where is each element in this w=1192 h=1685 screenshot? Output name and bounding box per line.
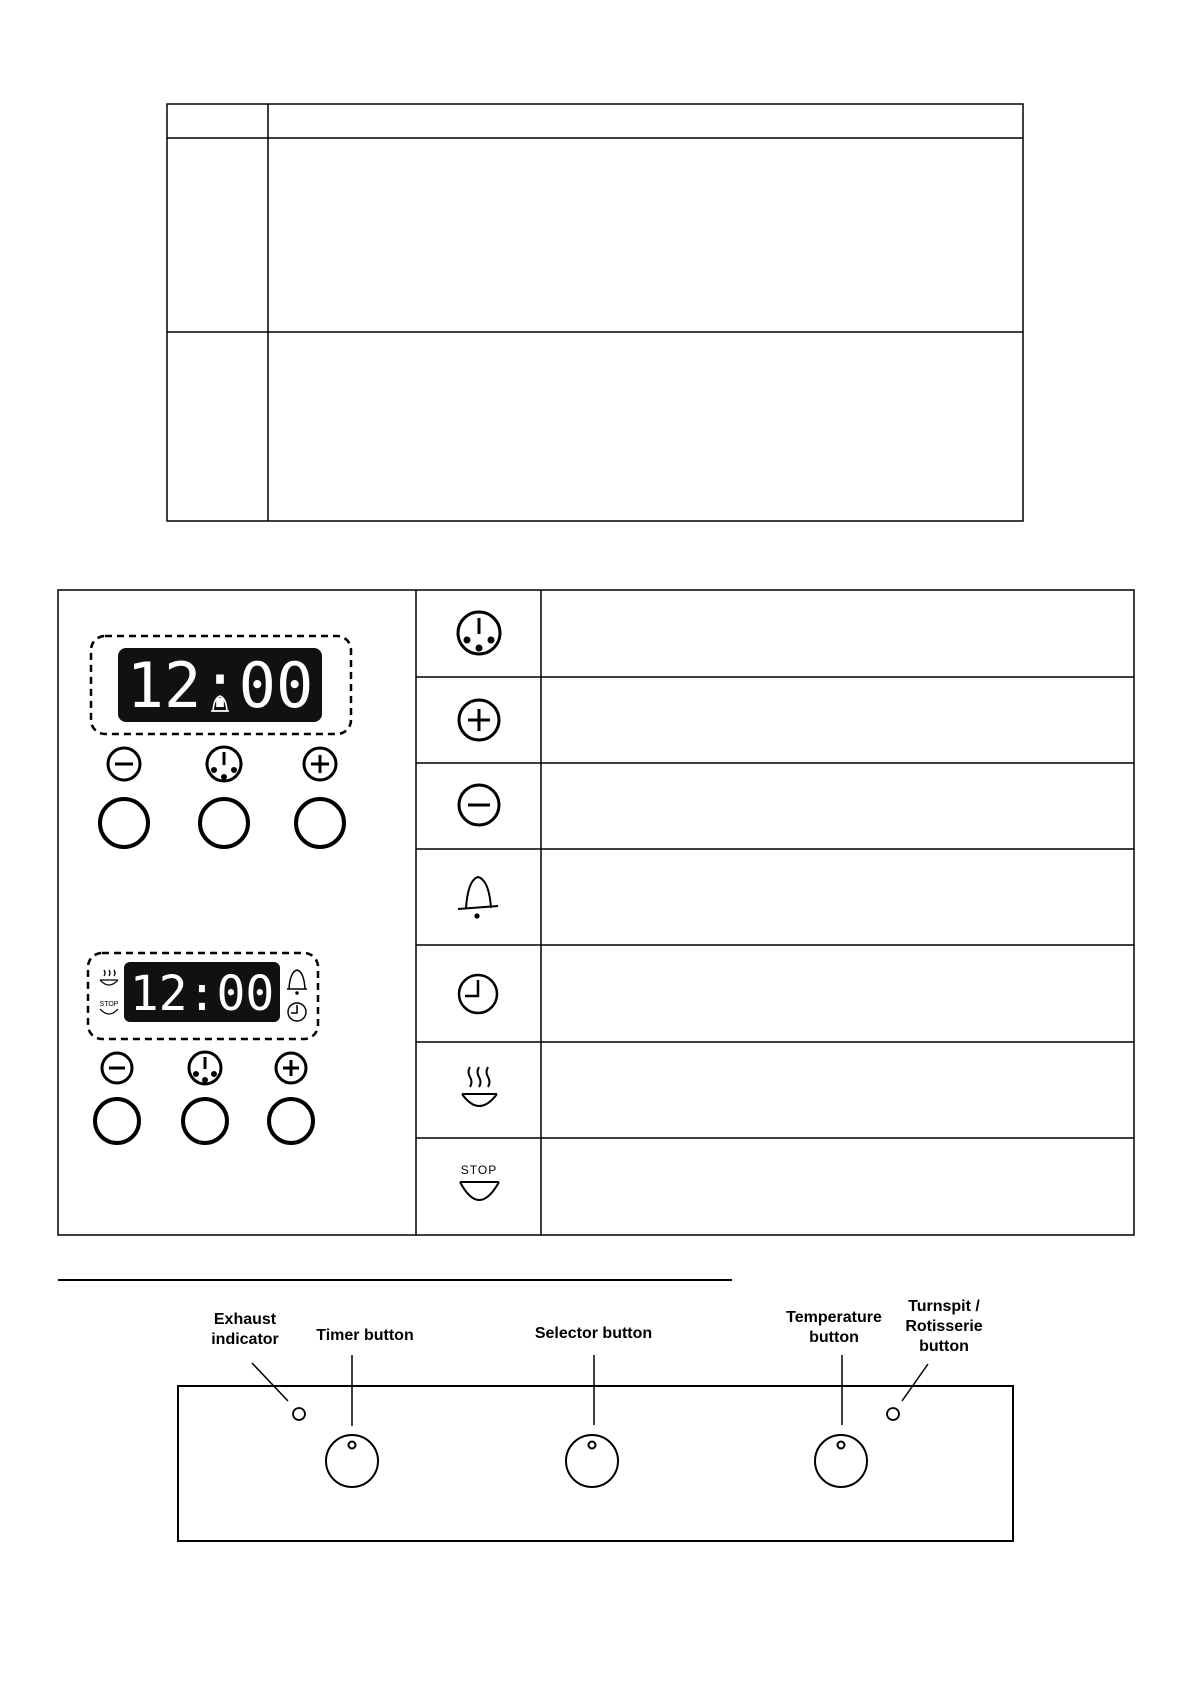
turnspit-label-line2: Rotisserie bbox=[905, 1318, 983, 1335]
section-underline bbox=[58, 1279, 732, 1281]
plus-icon bbox=[304, 748, 336, 780]
bell-small-icon bbox=[287, 970, 307, 994]
top-table bbox=[0, 0, 1192, 540]
exhaust-indicator bbox=[293, 1408, 305, 1420]
display-panel-small bbox=[88, 953, 318, 1039]
temperature-label-line2: button bbox=[809, 1329, 859, 1346]
minus-button[interactable] bbox=[100, 799, 148, 847]
bell-icon bbox=[458, 877, 498, 918]
turnspit-button-label bbox=[894, 1297, 994, 1357]
stop-small-label: STOP bbox=[99, 1001, 119, 1008]
minus-icon bbox=[108, 748, 140, 780]
stop-icon bbox=[460, 1163, 499, 1200]
exhaust-label-line1: Exhaust bbox=[213, 1311, 277, 1328]
dial-button[interactable] bbox=[183, 1099, 227, 1143]
temperature-knob[interactable] bbox=[815, 1435, 867, 1487]
cooking-pot-small-icon bbox=[100, 970, 118, 985]
minus-button[interactable] bbox=[95, 1099, 139, 1143]
temperature-label-line1: Temperature bbox=[786, 1309, 882, 1326]
selector-button-label: Selector button bbox=[534, 1325, 653, 1342]
clock-dial-icon bbox=[207, 747, 241, 781]
plus-button[interactable] bbox=[296, 799, 344, 847]
minus-icon bbox=[459, 785, 499, 825]
turnspit-rotisserie-button[interactable] bbox=[887, 1408, 899, 1420]
time-display-large: 12:00 bbox=[126, 649, 314, 722]
exhaust-label-line2: indicator bbox=[211, 1331, 279, 1348]
clock-icon bbox=[459, 975, 497, 1013]
clock-dial-icon bbox=[189, 1052, 221, 1084]
turnspit-label-line1: Turnspit / bbox=[908, 1298, 980, 1315]
time-display-small: 12:00 bbox=[129, 966, 275, 1022]
dial-button[interactable] bbox=[200, 799, 248, 847]
display-panel-large bbox=[91, 636, 351, 734]
selector-knob[interactable] bbox=[566, 1435, 618, 1487]
timer-button-label: Timer button bbox=[316, 1327, 414, 1344]
plus-icon bbox=[459, 700, 499, 740]
plus-button[interactable] bbox=[269, 1099, 313, 1143]
temperature-button-label bbox=[774, 1308, 894, 1348]
timer-knob[interactable] bbox=[326, 1435, 378, 1487]
exhaust-indicator-label bbox=[195, 1310, 295, 1350]
minus-icon bbox=[102, 1053, 132, 1083]
control-panel-diagram bbox=[0, 580, 1192, 1240]
stop-icon-label: STOP bbox=[460, 1163, 498, 1177]
cooking-pot-icon bbox=[462, 1067, 497, 1106]
clock-small-icon bbox=[288, 1003, 306, 1021]
plus-icon bbox=[276, 1053, 306, 1083]
clock-dial-icon bbox=[458, 612, 500, 654]
turnspit-label-line3: button bbox=[919, 1338, 969, 1355]
